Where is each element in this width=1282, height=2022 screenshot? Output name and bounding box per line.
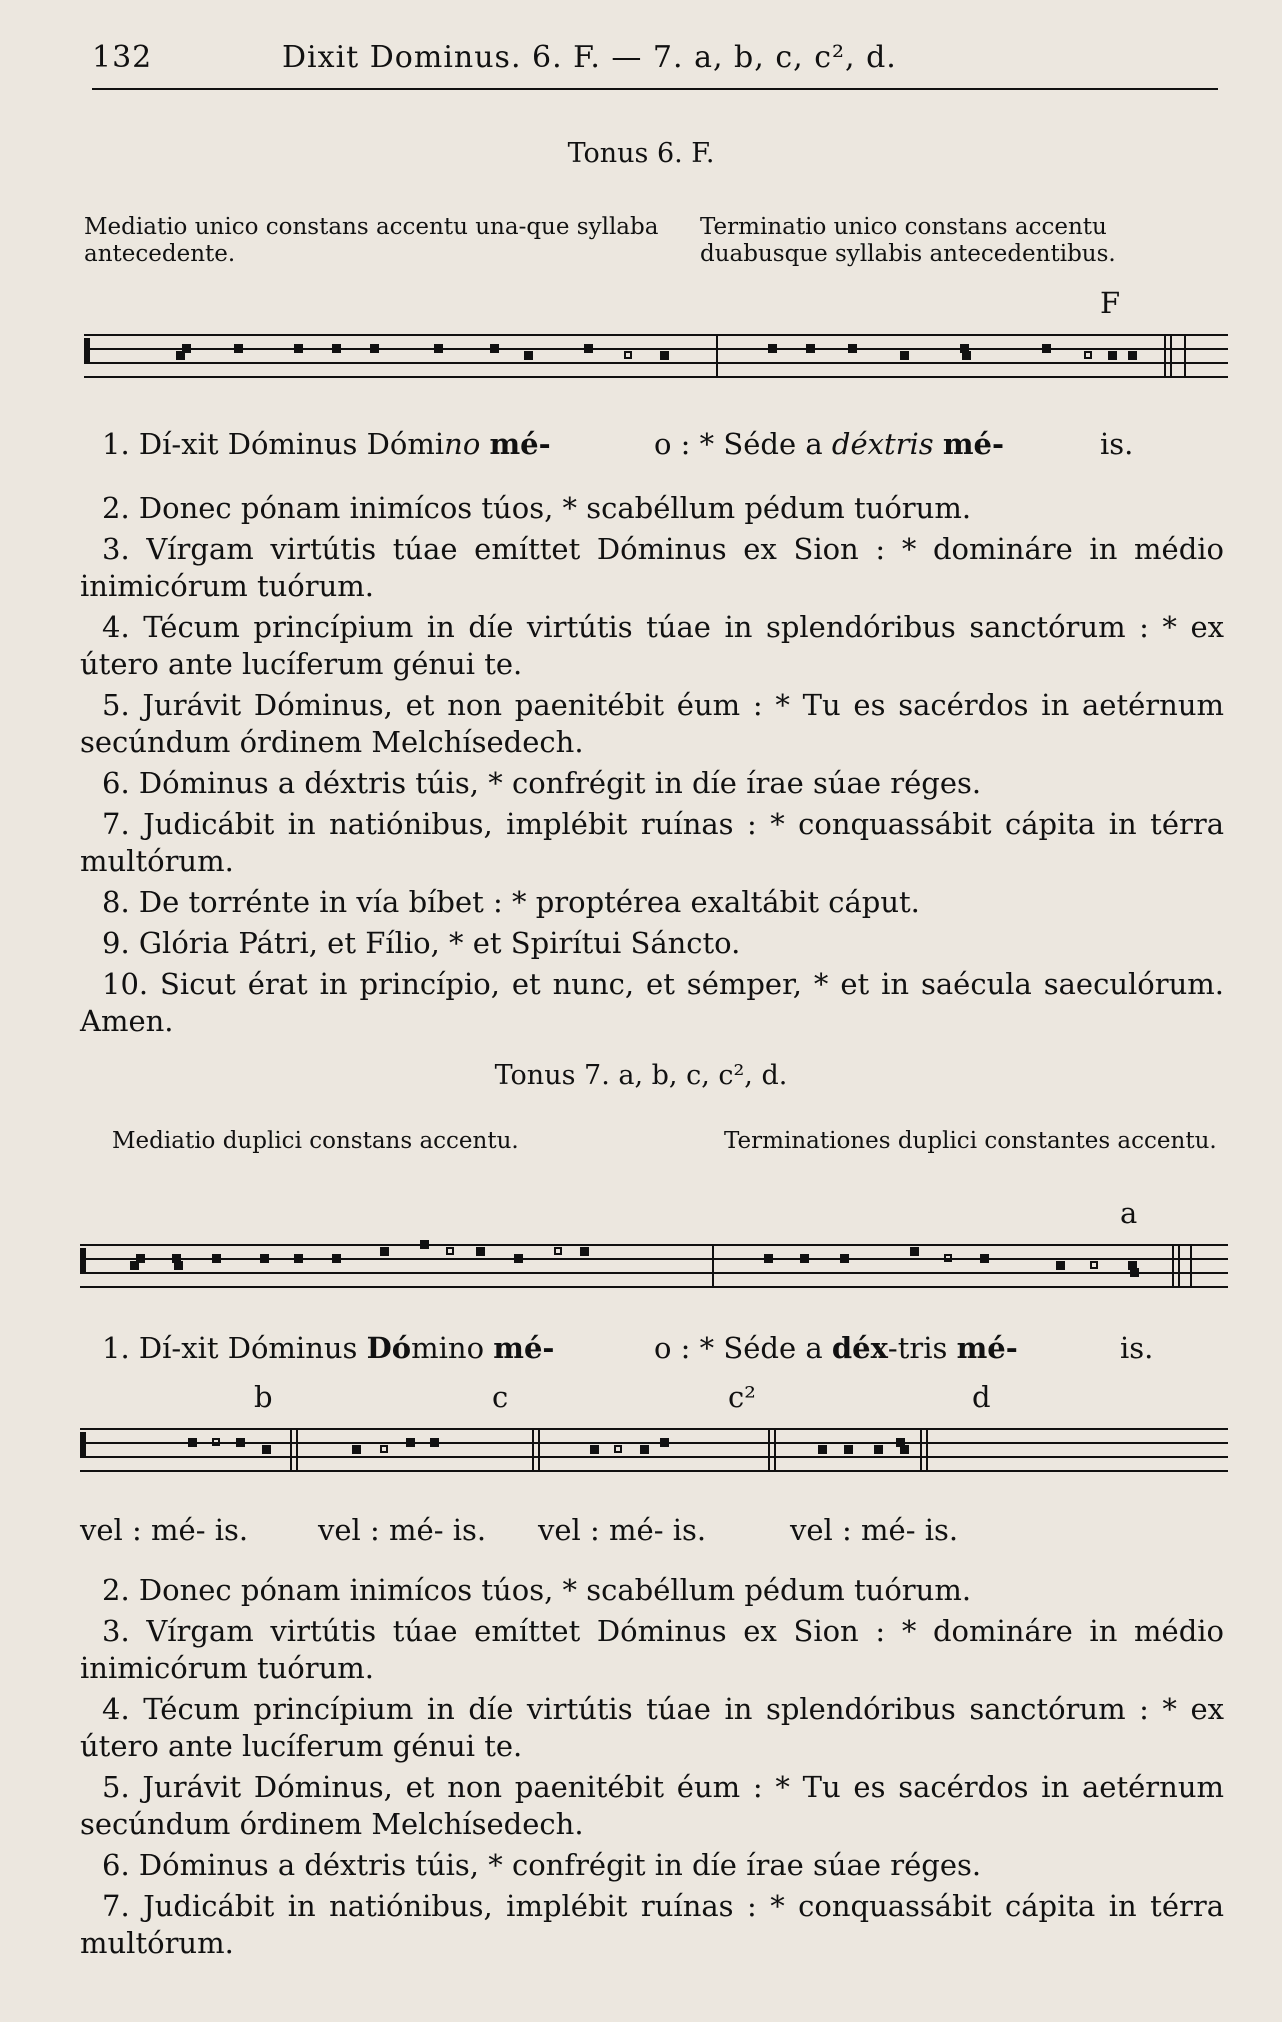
staff-line	[80, 1428, 1228, 1430]
syllable: 1. Dí-xit Dóminus Dómino mé-	[102, 427, 551, 461]
alt-syllables-c2: vel : mé- is.	[538, 1513, 707, 1547]
neume-icon	[840, 1254, 849, 1263]
tone6-terminatio: Terminatio unico constans accentu duabusque syllabis antecedentibus.	[700, 214, 1116, 267]
neume-icon	[182, 344, 191, 353]
alt-syllables-c: vel : mé- is.	[318, 1513, 487, 1547]
bar-line	[920, 1428, 922, 1472]
staff-line	[80, 1272, 1228, 1274]
tone6-verse-8: 8. De torrénte in vía bíbet : * proptérea exaltábit cáput.	[102, 885, 920, 919]
staff-line	[84, 376, 1228, 378]
ending-letter-b: b	[254, 1380, 273, 1414]
tone6-mediatio: Mediatio unico constans accentu una-que syllaba antecedente.	[84, 214, 659, 267]
bar-line	[1184, 334, 1186, 378]
neume-icon	[352, 1445, 361, 1454]
tone7-mediatio: Mediatio duplici constans accentu.	[112, 1128, 519, 1154]
staff-line	[84, 348, 1228, 350]
neume-icon	[490, 344, 499, 353]
neume-icon	[660, 351, 669, 360]
neume-icon	[434, 344, 443, 353]
ending-letter-d: d	[972, 1380, 991, 1414]
tone6-verse-3: 3. Vírgam virtútis túae emíttet Dóminus ex Sion : * domináre in médio inimicórum tuórum.	[80, 532, 1224, 603]
neume-icon	[430, 1438, 439, 1447]
neume-icon	[1108, 351, 1117, 360]
bar-line	[1190, 1244, 1192, 1288]
neume-icon	[584, 344, 593, 353]
neume-icon	[848, 344, 857, 353]
page-number: 132	[92, 40, 153, 75]
neume-icon	[590, 1445, 599, 1454]
neume-icon	[380, 1247, 389, 1256]
neume-icon	[294, 1254, 303, 1263]
neume-icon	[1128, 351, 1137, 360]
tone6-verse-4: 4. Técum princípium in díe virtútis túae in splendóribus sanctórum : * ex útero ante lucíferum génui te.	[80, 610, 1224, 681]
alt-syllables-d: vel : mé- is.	[790, 1513, 959, 1547]
neume-icon	[236, 1438, 245, 1447]
tone7-verse-4: 4. Técum princípium in díe virtútis túae in splendóribus sanctórum : * ex útero ante lucíferum génui te.	[80, 1692, 1224, 1763]
staff-line	[80, 1470, 1228, 1472]
tone6-title: Tonus 6. F.	[567, 138, 715, 169]
neume-icon	[1090, 1261, 1098, 1269]
neume-icon	[910, 1247, 919, 1256]
neume-icon	[640, 1445, 649, 1454]
bar-line	[532, 1428, 534, 1472]
neume-icon	[1084, 351, 1092, 359]
neume-icon	[262, 1445, 271, 1454]
bar-line	[290, 1428, 292, 1472]
neume-icon	[1056, 1261, 1065, 1270]
bar-line	[1170, 334, 1172, 378]
staff-line	[80, 1244, 1228, 1246]
alt-syllables-b: vel : mé- is.	[80, 1513, 249, 1547]
staff-line	[80, 1286, 1228, 1288]
tone6-verse-7: 7. Judicábit in natiónibus, implébit ruínas : * conquassábit cápita in térra multórum.	[80, 807, 1224, 878]
neume-icon	[624, 351, 632, 359]
tone6-staff	[84, 326, 1228, 402]
bar-line	[712, 1244, 714, 1288]
syllable: o : * Séde a déxtris mé-	[654, 427, 1005, 461]
bar-line	[774, 1428, 776, 1472]
neume-icon	[476, 1247, 485, 1256]
neume-icon	[174, 1261, 183, 1270]
tone6-verse-2: 2. Donec pónam inimícos túos, * scabéllum pédum tuórum.	[102, 491, 972, 525]
tone7-verse-5: 5. Jurávit Dóminus, et non paenitébit éum : * Tu es sacérdos in aetérnum secúndum órdinem Melchísedech.	[80, 1770, 1224, 1841]
neume-icon	[406, 1438, 415, 1447]
staff-line	[84, 362, 1228, 364]
neume-icon	[800, 1254, 809, 1263]
tone6-verse-10: 10. Sicut érat in princípio, et nunc, et sémper, * et in saécula saeculórum. Amen.	[80, 967, 1224, 1038]
neume-icon	[764, 1254, 773, 1263]
neume-icon	[768, 344, 777, 353]
tone7-endings-staff	[80, 1420, 1228, 1496]
tone7-staff	[80, 1236, 1228, 1312]
staff-line	[80, 1456, 1228, 1458]
bar-line	[296, 1428, 298, 1472]
clef-icon	[80, 1248, 86, 1274]
syllable: 1. Dí-xit Dóminus Dómino mé-	[102, 1331, 555, 1365]
clef-icon	[80, 1432, 86, 1458]
neume-icon	[874, 1445, 883, 1454]
neume-icon	[188, 1438, 197, 1447]
neume-icon	[420, 1240, 429, 1249]
tone7-verse-7: 7. Judicábit in natiónibus, implébit ruínas : * conquassábit cápita in térra multórum.	[80, 1889, 1224, 1960]
neume-icon	[980, 1254, 989, 1263]
running-title: Dixit Dominus. 6. F. — 7. a, b, c, c², d.	[282, 40, 897, 75]
neume-icon	[962, 351, 971, 360]
bar-line	[768, 1428, 770, 1472]
staff-line	[84, 334, 1228, 336]
tone7-ending-a: a	[1120, 1196, 1138, 1230]
staff-line	[80, 1442, 1228, 1444]
neume-icon	[1042, 344, 1051, 353]
tone7-verse-3: 3. Vírgam virtútis túae emíttet Dóminus ex Sion : * domináre in médio inimicórum tuórum.	[80, 1614, 1224, 1685]
syllable: o : * Séde a déx-tris mé-	[654, 1331, 1018, 1365]
syllable: is.	[1120, 1331, 1154, 1365]
neume-icon	[514, 1254, 523, 1263]
neume-icon	[554, 1247, 562, 1255]
bar-line	[1178, 1244, 1180, 1288]
bar-line	[716, 334, 718, 378]
tone7-title: Tonus 7. a, b, c, c², d.	[494, 1060, 788, 1091]
neume-icon	[294, 344, 303, 353]
neume-icon	[944, 1254, 952, 1262]
neume-icon	[660, 1438, 669, 1447]
neume-icon	[260, 1254, 269, 1263]
clef-icon	[84, 338, 90, 364]
neume-icon	[614, 1445, 622, 1453]
tone6-verse-6: 6. Dóminus a déxtris túis, * confrégit in díe írae súae réges.	[102, 766, 982, 800]
neume-icon	[370, 344, 379, 353]
neume-icon	[818, 1445, 827, 1454]
neume-icon	[332, 344, 341, 353]
neume-icon	[580, 1247, 589, 1256]
neume-icon	[332, 1254, 341, 1263]
tone6-verse-9: 9. Glória Pátri, et Fílio, * et Spirítui Sáncto.	[102, 926, 741, 960]
neume-icon	[136, 1254, 145, 1263]
neume-icon	[900, 351, 909, 360]
neume-icon	[234, 344, 243, 353]
neume-icon	[380, 1445, 388, 1453]
neume-icon	[446, 1247, 454, 1255]
syllable: is.	[1100, 427, 1134, 461]
tone7-verse-6: 6. Dóminus a déxtris túis, * confrégit in díe írae súae réges.	[102, 1848, 982, 1882]
header-rule	[92, 88, 1218, 90]
neume-icon	[844, 1445, 853, 1454]
tone6-ending-letter: F	[1100, 286, 1121, 320]
tone7-terminatio: Terminationes duplici constantes accentu.	[724, 1128, 1217, 1154]
tone7-verse-2: 2. Donec pónam inimícos túos, * scabéllum pédum tuórum.	[102, 1573, 972, 1607]
neume-icon	[212, 1438, 220, 1446]
bar-line	[1172, 1244, 1174, 1288]
neume-icon	[524, 351, 533, 360]
bar-line	[538, 1428, 540, 1472]
neume-icon	[1130, 1268, 1139, 1277]
neume-icon	[806, 344, 815, 353]
staff-line	[80, 1258, 1228, 1260]
tone6-verse-5: 5. Jurávit Dóminus, et non paenitébit éum : * Tu es sacérdos in aetérnum secúndum órdinem Melchísedech.	[80, 688, 1224, 759]
neume-icon	[900, 1445, 909, 1454]
bar-line	[926, 1428, 928, 1472]
neume-icon	[212, 1254, 221, 1263]
ending-letter-c: c	[492, 1380, 509, 1414]
ending-letter-c2: c²	[728, 1380, 756, 1414]
bar-line	[1164, 334, 1166, 378]
